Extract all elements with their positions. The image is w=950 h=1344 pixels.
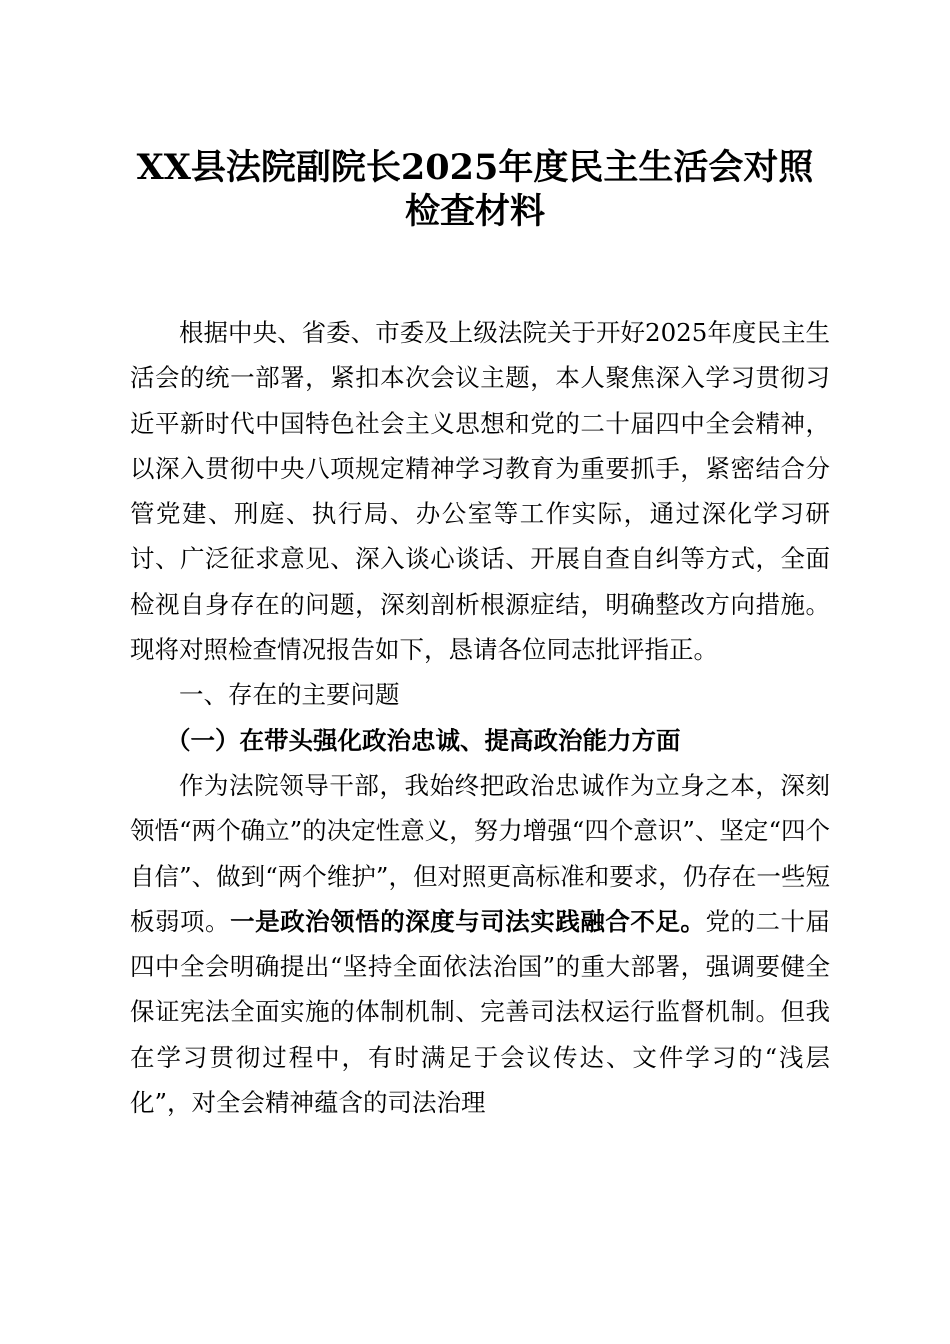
subsection-heading-political-loyalty: （一）在带头强化政治忠诚、提高政治能力方面 [166, 725, 681, 755]
paragraph-bold-point: 一是政治领悟的深度与司法实践融合不足。 [230, 906, 706, 936]
paragraph-political-loyalty [130, 763, 830, 1125]
paragraph-text-part-1: 作为法院领导干部，我始终把政治忠诚作为立身之本，深刻领悟“两个确立”的决定性意义，努力增强“四个意识”、坚定“四个自信”、做到“两个维护”，但对照更高标准和要求，仍存在一些短板弱项。 [130, 770, 830, 936]
document-body [130, 310, 830, 1125]
document-title: XX县法院副院长2025年度民主生活会对照检查材料 [136, 147, 814, 232]
intro-paragraph: 根据中央、省委、市委及上级法院关于开好2025年度民主生活会的统一部署，紧扣本次会议主题，本人聚焦深入学习贯彻习近平新时代中国特色社会主义思想和党的二十届四中全会精神，以深入贯彻中央八项规定精神学习教育为重要抓手，紧密结合分管党建、刑庭、执行局、办公室等工作实际，通过深化学习研讨、广泛征求意见、深入谈心谈话、开展自查自纠等方式，全面检视自身存在的问题，深刻剖析根源症结，明确整改方向措施。现将对照检查情况报告如下，恳请各位同志批评指正。 [130, 318, 830, 665]
paragraph-text-part-2: 党的二十届四中全会明确提出“坚持全面依法治国”的重大部署，强调要健全保证宪法全面实施的体制机制、完善司法权运行监督机制。但我在学习贯彻过程中，有时满足于会议传达、文件学习的“浅层化”，对全会精神蕴含的司法治理 [130, 906, 831, 1118]
section-heading-problems: 一、存在的主要问题 [179, 680, 400, 710]
